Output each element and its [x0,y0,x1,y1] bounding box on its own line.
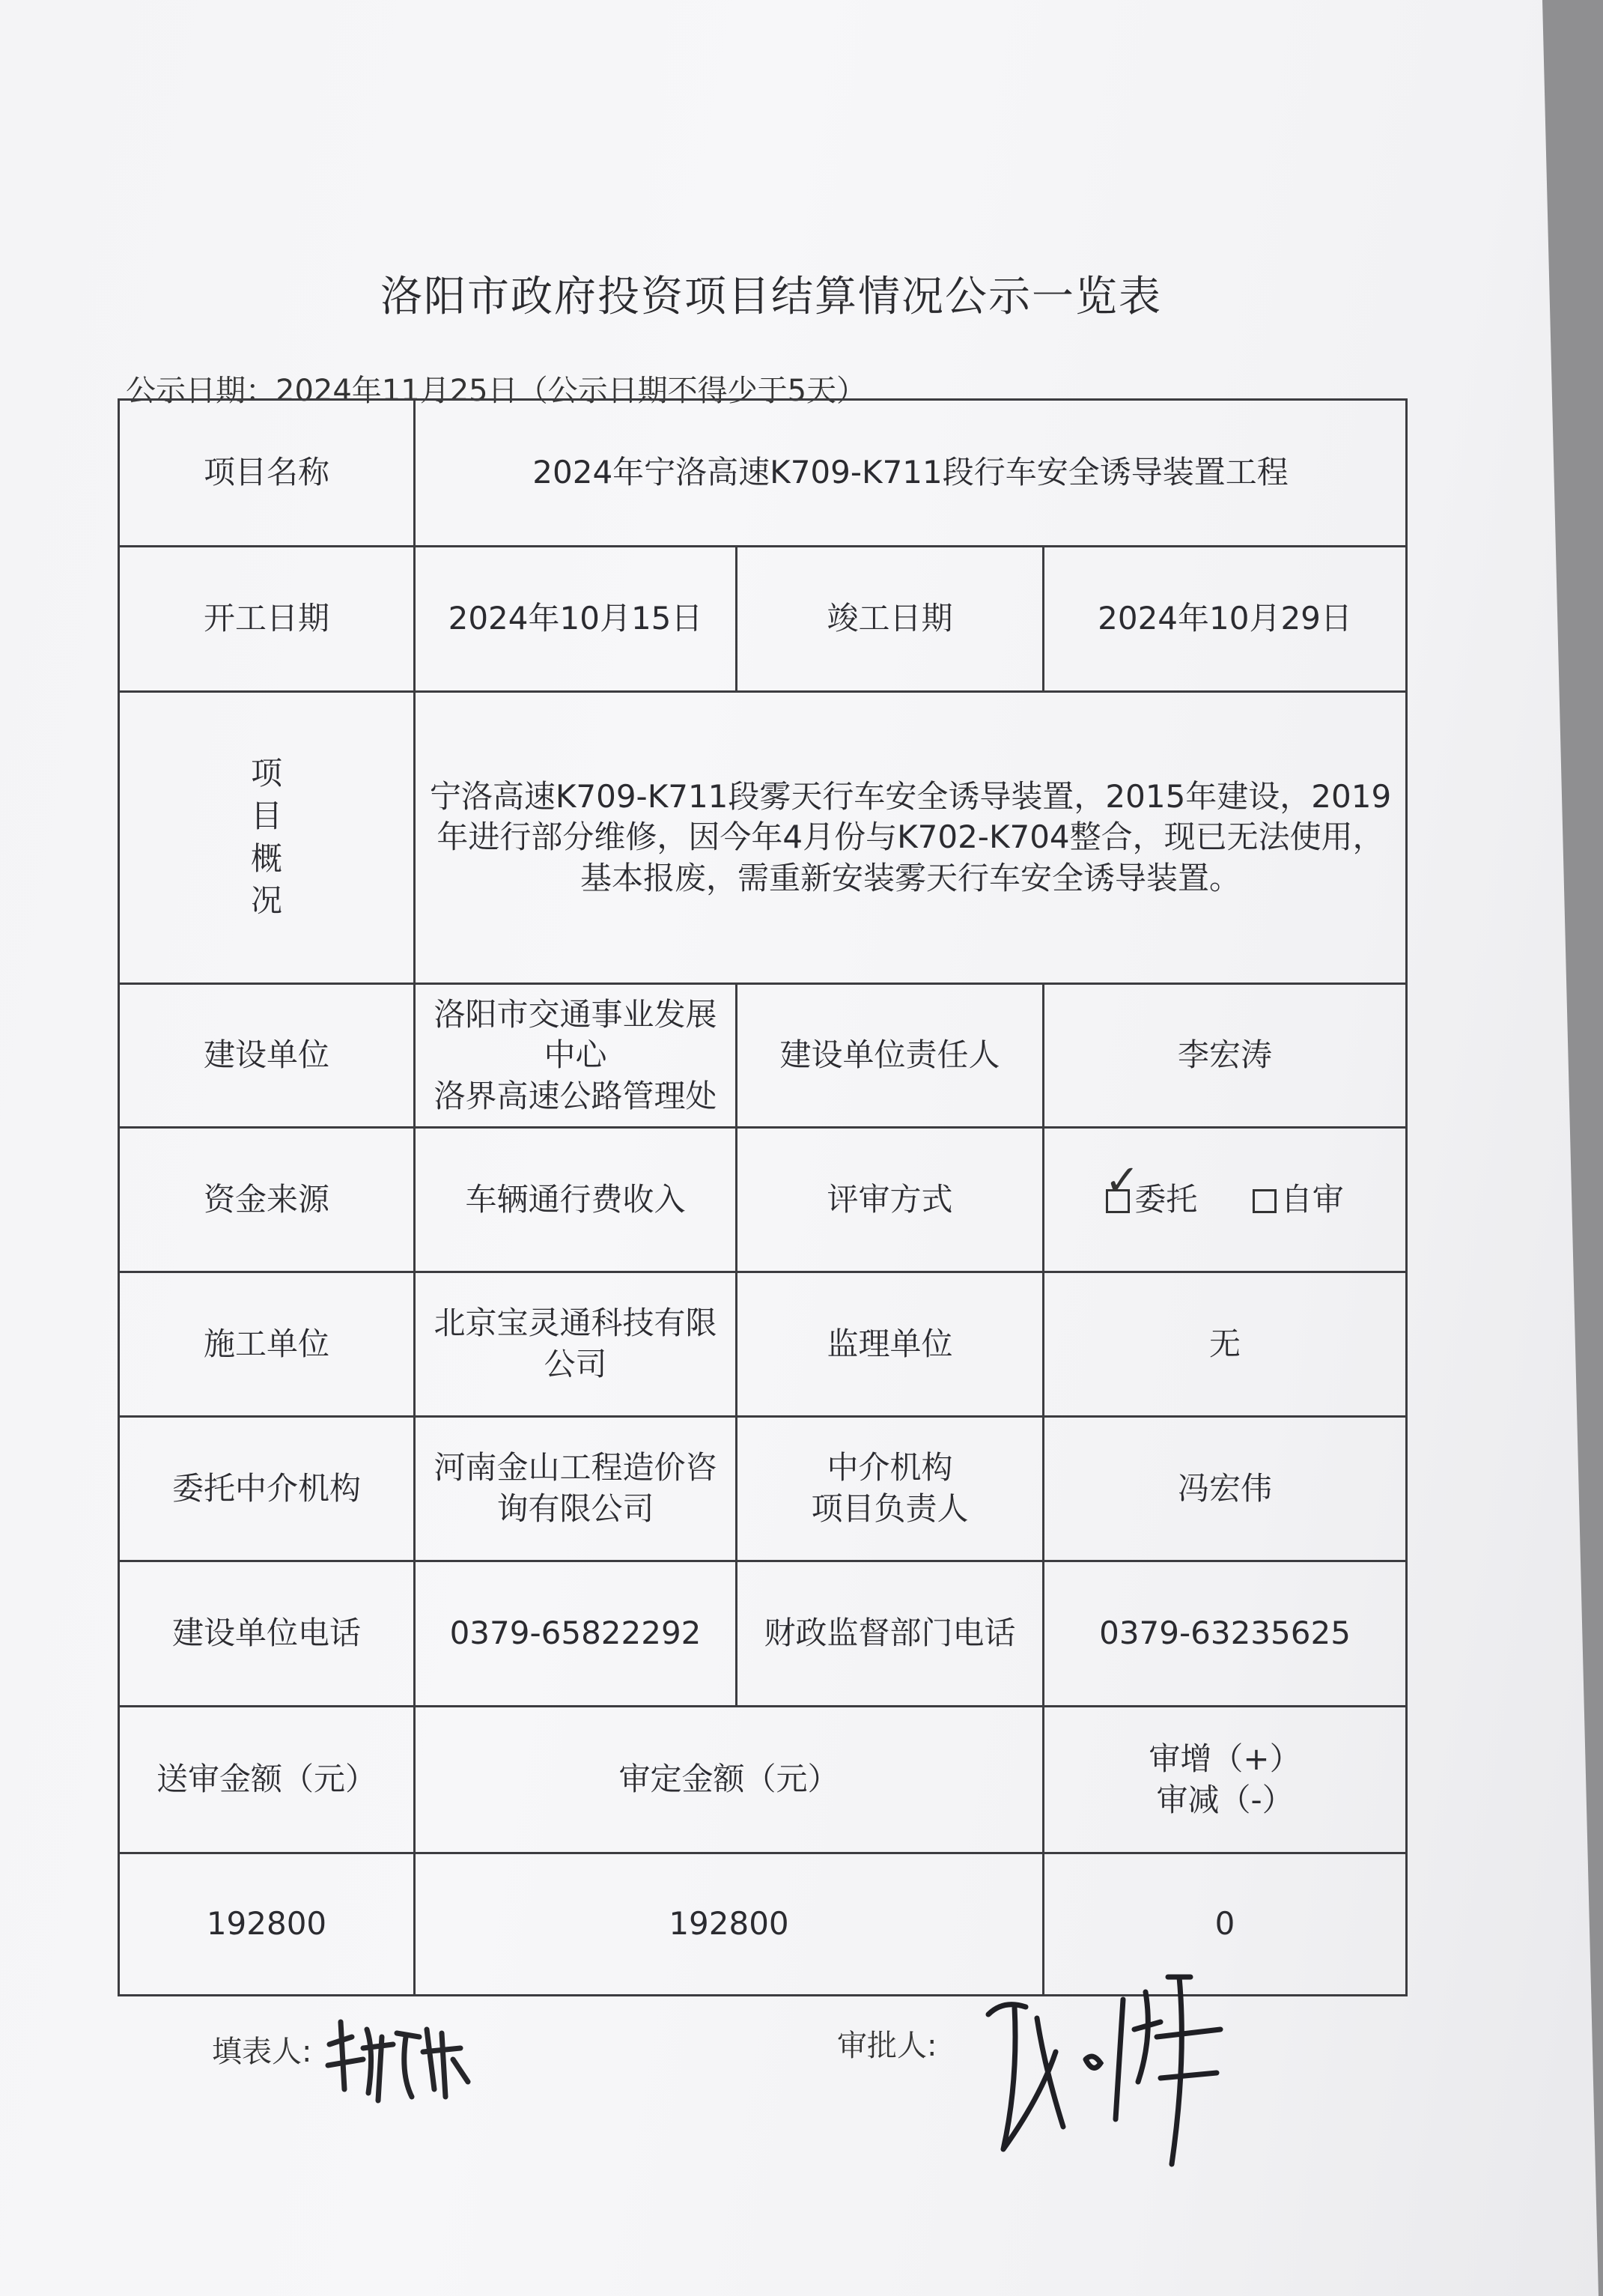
filler-label: 填表人: [212,2035,312,2069]
approver-label: 审批人: [837,2029,937,2063]
label-funding: 资金来源 [119,1128,415,1272]
value-funding: 车辆通行费收入 [415,1128,737,1272]
value-finance-phone: 0379-63235625 [1044,1561,1407,1707]
label-builder: 建设单位 [119,984,415,1128]
value-agency-leader: 冯宏伟 [1044,1417,1407,1561]
value-diff-amount: 0 [1044,1853,1407,1996]
header-diff-amount: 审增（+） 审减（-） [1044,1707,1407,1853]
row-overview [119,692,1407,984]
row-agency [119,1417,1407,1561]
row-dates [119,547,1407,692]
review-method-options [1044,1128,1407,1272]
value-start-date: 2024年10月15日 [415,547,737,692]
notice-date: 公示日期：2024年11月25日（公示日期不得少于5天） [126,374,867,408]
label-overview: 项目概况 [119,692,415,984]
value-builder: 洛阳市交通事业发展 中心 洛界高速公路管理处 [415,984,737,1128]
label-project-name: 项目名称 [119,400,415,547]
label-end-date: 竣工日期 [737,547,1044,692]
approver-signature [973,1947,1243,2172]
row-contractor [119,1272,1407,1417]
header-submitted-amount: 送审金额（元） [119,1707,415,1853]
value-builder-phone: 0379-65822292 [415,1561,737,1707]
label-review-method: 评审方式 [737,1128,1044,1272]
value-supervisor: 无 [1044,1272,1407,1417]
row-builder [119,984,1407,1128]
header-approved-amount: 审定金额（元） [415,1707,1044,1853]
document-title: 洛阳市政府投资项目结算情况公示一览表 [380,273,1162,321]
label-supervisor: 监理单位 [737,1272,1044,1417]
row-funding [119,1128,1407,1272]
checkbox-self [1253,1189,1277,1213]
option-entrust: ✓ 委托 [1106,1179,1197,1221]
option-self: 自审 [1253,1179,1344,1221]
label-builder-person: 建设单位责任人 [737,984,1044,1128]
row-project-name [119,400,1407,547]
label-contractor: 施工单位 [119,1272,415,1417]
settlement-table [118,398,1408,1996]
row-phones [119,1561,1407,1707]
value-end-date: 2024年10月29日 [1044,547,1407,692]
check-mark-icon: ✓ [1104,1155,1140,1205]
label-finance-phone: 财政监督部门电话 [737,1561,1044,1707]
row-amount-headers [119,1707,1407,1853]
value-contractor: 北京宝灵通科技有限 公司 [415,1272,737,1417]
value-agency: 河南金山工程造价咨 询有限公司 [415,1417,737,1561]
label-agency-leader: 中介机构 项目负责人 [737,1417,1044,1561]
value-overview: 宁洛高速K709-K711段雾天行车安全诱导装置，2015年建设，2019年进行部分维修，因今年4月份与K702-K704整合，现已无法使用，基本报废，需重新安装雾天行车安全诱导装置。 [415,692,1407,984]
value-project-name: 2024年宁洛高速K709-K711段行车安全诱导装置工程 [415,400,1407,547]
label-builder-phone: 建设单位电话 [119,1561,415,1707]
value-submitted-amount: 192800 [119,1853,415,1996]
value-builder-person: 李宏涛 [1044,984,1407,1128]
label-start-date: 开工日期 [119,547,415,692]
label-agency: 委托中介机构 [119,1417,415,1561]
value-approved-amount: 192800 [415,1853,1044,1996]
filler-signature [322,2007,479,2112]
